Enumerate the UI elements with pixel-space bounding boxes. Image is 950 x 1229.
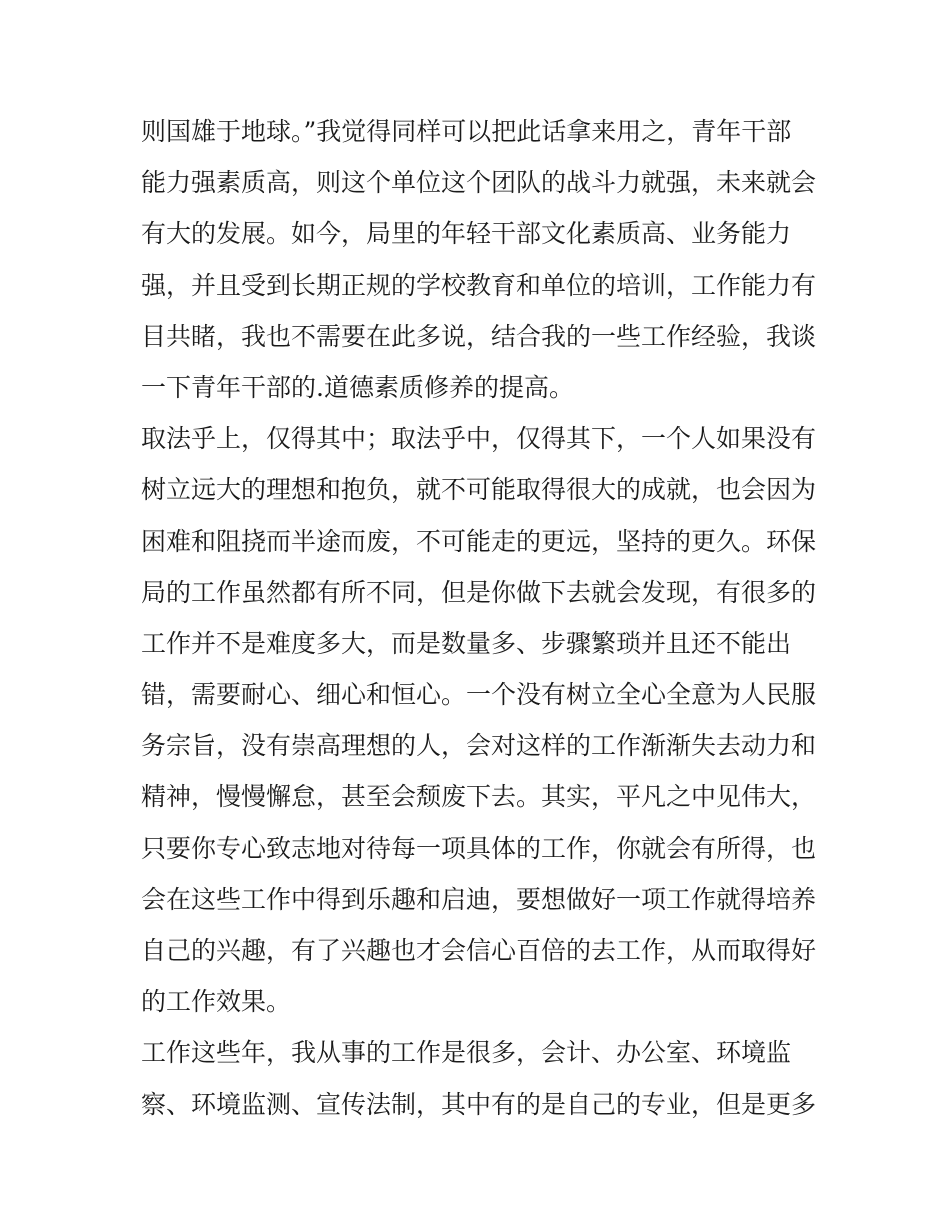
text-line: 目共睹，我也不需要在此多说，结合我的一些工作经验，我谈: [141, 321, 817, 351]
text-line: 只要你专心致志地对待每一项具体的工作，你就会有所得，也: [141, 833, 817, 863]
text-line: 强，并且受到长期正规的学校教育和单位的培训，工作能力有: [141, 270, 817, 300]
text-line: 务宗旨，没有崇高理想的人，会对这样的工作渐渐失去动力和: [141, 731, 817, 761]
text-line: 错，需要耐心、细心和恒心。一个没有树立全心全意为人民服: [141, 680, 817, 710]
text-line: 则国雄于地球。”我觉得同样可以把此话拿来用之，青年干部: [141, 117, 792, 146]
text-line: 困难和阻挠而半途而废，不可能走的更远，坚持的更久。环保: [141, 526, 817, 556]
text-line: 自己的兴趣，有了兴趣也才会信心百倍的去工作，从而取得好: [141, 936, 817, 965]
document-body-text: [141, 106, 821, 1130]
text-line: 能力强素质高，则这个单位这个团队的战斗力就强，未来就会: [141, 168, 817, 198]
text-line: 会在这些工作中得到乐趣和启迪，要想做好一项工作就得培养: [141, 884, 817, 914]
text-line: 局的工作虽然都有所不同，但是你做下去就会发现，有很多的: [141, 577, 817, 607]
text-line: 一下青年干部的.道德素质修养的提高。: [141, 372, 574, 402]
text-line: 工作并不是难度多大，而是数量多、步骤繁琐并且还不能出: [141, 628, 792, 658]
text-line: 有大的发展。如今，局里的年轻干部文化素质高、业务能力: [141, 219, 792, 249]
text-line: 的工作效果。: [141, 987, 292, 1017]
text-line: 工作这些年，我从事的工作是很多，会计、办公室、环境监: [141, 1038, 792, 1068]
text-line: 树立远大的理想和抱负，就不可能取得很大的成就，也会因为: [141, 475, 817, 505]
text-line: 精神，慢慢懈怠，甚至会颓废下去。其实，平凡之中见伟大，: [141, 782, 817, 812]
text-line: 取法乎上，仅得其中；取法乎中，仅得其下，一个人如果没有: [141, 424, 817, 454]
text-line: 察、环境监测、宣传法制，其中有的是自己的专业，但是更多: [141, 1089, 817, 1119]
